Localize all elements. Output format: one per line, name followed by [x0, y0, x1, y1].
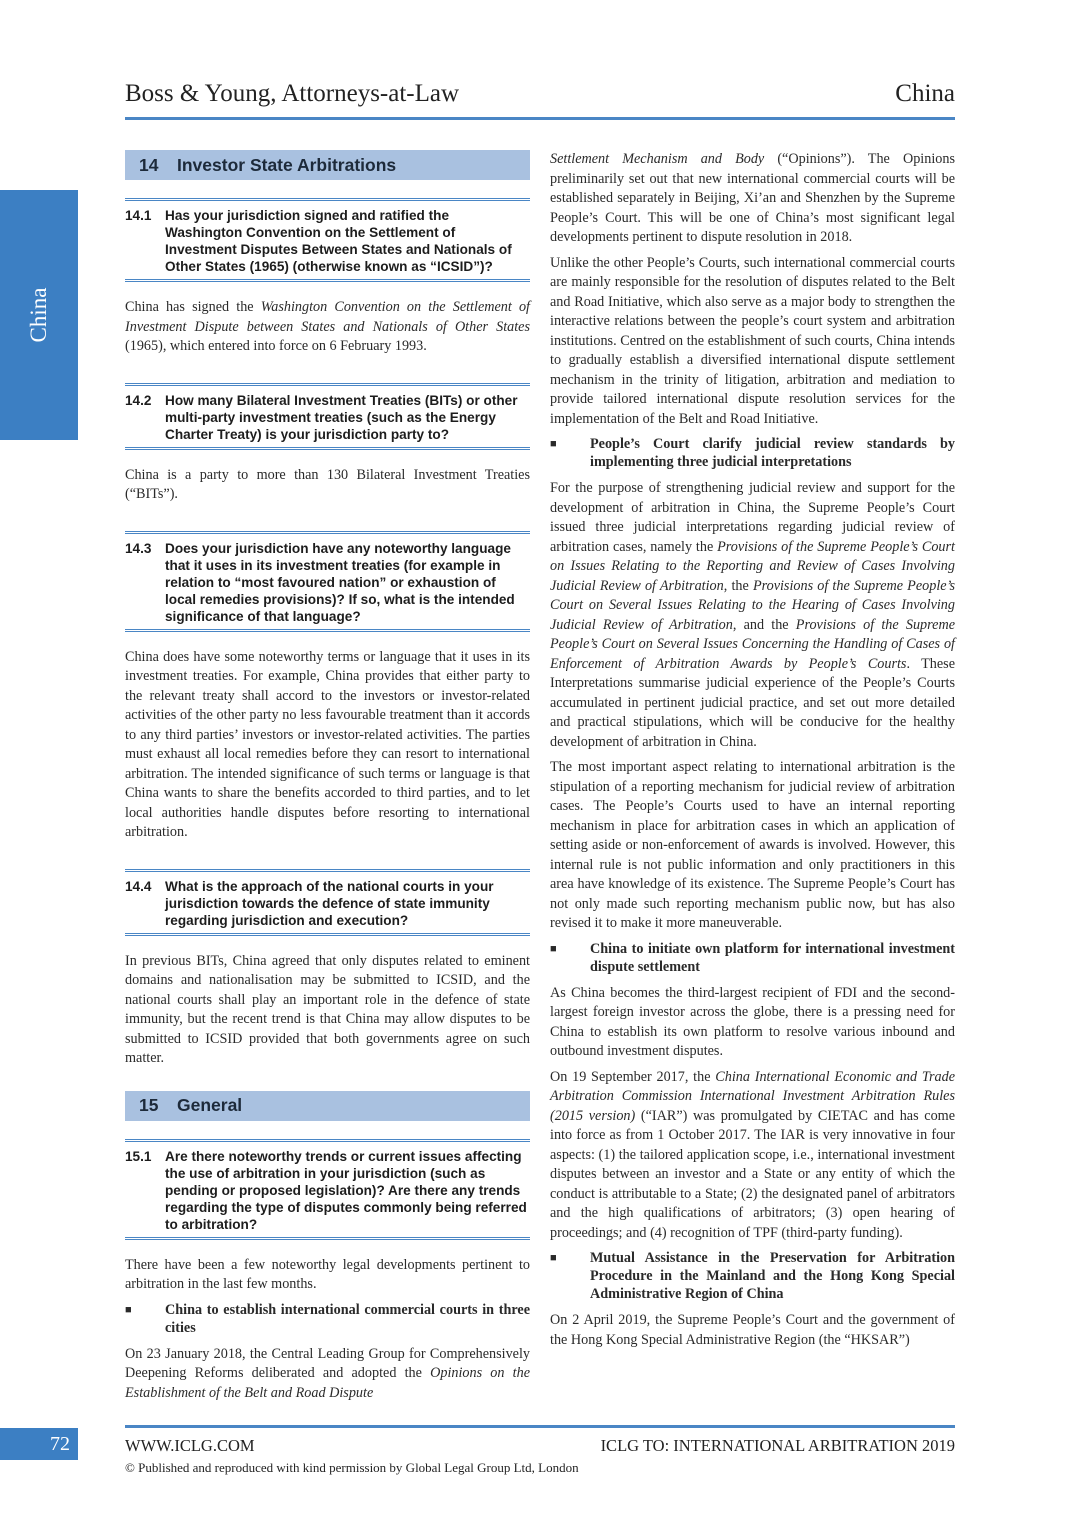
question-number: 15.1 — [125, 1148, 152, 1164]
answer-15-1-continued — [125, 1345, 530, 1404]
paragraph-italic: Provisions of the Supreme People’s Court on Issues Relating to the Reporting and Review of Cases Involving Judicial Review of Arbitration — [550, 538, 955, 594]
left-column — [125, 150, 530, 1409]
paragraph: The most important aspect relating to international arbitration is the stipulation of a reporting mechanism for judicial review of arbitration cases. The People’s Courts used to have an internal reporting mechanism in place for arbitration cases in which an application of setting aside or non-enforcement of awards is involved. However, this internal rule is not public information and only practitioners in this area have knowledge of its existence. The Supreme People’s Court has not only made such reporting mechanism public now, but has also revised it to make it more maneuverable. — [550, 759, 955, 931]
paragraph-text: , the — [723, 577, 753, 594]
bullet-heading — [550, 940, 955, 976]
paragraph: Unlike the other People’s Courts, such international commercial courts are mainly responsible for the resolution of disputes related to the Belt and Road Initiative, which also serve as a major body to strengthen the interactive relations between the people’s court system and arbitration institutions. Centred on the establishment of such courts, China intends to gradually establish a diversified international dispute settlement mechanism in the trinity of litigation, arbitration and mediation to provide tailored international dispute resolution services for the implementation of the Belt and Road Initiative. — [550, 254, 955, 427]
paragraph-italic: Provisions of the Supreme People’s Court on Several Issues Concerning the Handling of Cases of Enforcement of Arbitration Awards by People’s Courts — [550, 616, 955, 672]
paragraph-italic: China International Economic and Trade Arbitration Commission International Investment Arbitration Rules (2015 version) — [550, 1068, 955, 1124]
side-tab — [0, 190, 78, 440]
question-text: Has your jurisdiction signed and ratified the Washington Convention on the Settlement of Investment Disputes Between States and Nationals of Other States (1965) (otherwise known as “ICSID”)? — [165, 208, 512, 274]
section-heading-14 — [125, 150, 530, 180]
question-14-2 — [125, 383, 530, 450]
question-14-3 — [125, 531, 530, 632]
question-text: How many Bilateral Investment Treaties (BITs) or other multi-party investment treaties (such as the Energy Charter Treaty) is your jurisdiction party to? — [165, 392, 518, 442]
footer-copyright: © Published and reproduced with kind permission by Global Legal Group Ltd, London — [125, 1460, 579, 1475]
answer-italic: Washington Convention on the Settlement of Investment Dispute between States and Nationals of Other States — [125, 299, 530, 335]
paragraph-text: For the purpose of strengthening judicial review and support for the development of arbitration in China, the Supreme People’s Court issued three judicial interpretations regarding judicial review of arbitration cases, namely the — [550, 480, 955, 555]
bullet-text: Mutual Assistance in the Preservation for Arbitration Procedure in the Mainland and the Hong Kong Special Administrative Region of China — [590, 1250, 955, 1302]
bullet-text: People’s Court clarify judicial review standards by implementing three judicial interpretations — [590, 436, 955, 470]
square-bullet-icon: ■ — [550, 1252, 557, 1264]
footer-publication: ICLG TO: INTERNATIONAL ARBITRATION 2019 — [600, 1436, 955, 1455]
question-number: 14.3 — [125, 540, 152, 556]
paragraph — [550, 1068, 955, 1244]
section-title: General — [177, 1095, 243, 1115]
answer-15-1: There have been a few noteworthy legal developments pertinent to arbitration in the last few months. — [125, 1256, 530, 1292]
question-14-4 — [125, 869, 530, 936]
bullet-text: China to initiate own platform for international investment dispute settlement — [590, 940, 955, 975]
bullet-heading — [550, 1249, 955, 1303]
paragraph-text: (“Opinions”). The Opinions preliminarily set out that new international commercial courts will be established separately in Beijing, Xi’an and Shenzhen by the Supreme People’s Court. This will be one of China’s most significant legal developments pertinent to dispute resolution in 2018. — [550, 151, 955, 245]
answer-text: China has signed the — [125, 299, 261, 315]
question-14-1 — [125, 198, 530, 282]
answer-italic: Opinions on the Establishment of the Belt and Road Dispute — [125, 1365, 531, 1401]
header-rule — [125, 117, 955, 120]
answer-14-4: In previous BITs, China agreed that only disputes related to eminent domains and nationalisation may be submitted to ICSID, and the national courts shall play an important role in the defence of state immunity, but the recent trend is that China may allow disputes to be submitted to ICSID provided that both governments agree on such matter. — [125, 952, 530, 1066]
bullet-heading — [550, 435, 955, 471]
section-heading-15 — [125, 1091, 530, 1121]
paragraph-text: , and the — [732, 616, 796, 633]
footer-rule — [125, 1425, 955, 1428]
paragraph-text: On 19 September 2017, the — [550, 1068, 716, 1085]
page-number: 72 — [0, 1428, 78, 1460]
square-bullet-icon: ■ — [550, 942, 557, 955]
paragraph-italic: Settlement Mechanism and Body — [550, 151, 765, 167]
paragraph: On 2 April 2019, the Supreme People’s Court and the government of the Hong Kong Special Administrative Region (the “HKSAR”) — [550, 1312, 955, 1348]
answer-text: On 23 January 2018, the Central Leading Group for Comprehensively Deepening Reforms deliberated and adopted the — [125, 1345, 530, 1381]
bullet-heading — [125, 1301, 530, 1337]
paragraph — [550, 479, 955, 752]
square-bullet-icon: ■ — [125, 1303, 132, 1316]
question-number: 14.2 — [125, 392, 152, 408]
question-number: 14.1 — [125, 208, 152, 223]
section-number: 15 — [139, 1095, 159, 1115]
right-column — [550, 150, 955, 1356]
paragraph-text: . These Interpretations summarise judicial experience of the People’s Courts accumulated in pertinent judicial practice, and set out more detailed and practical stipulations, which will be conducive for the healthy development of arbitration in China. — [550, 655, 955, 750]
question-text: Does your jurisdiction have any noteworthy language that it uses in its investment treaties (for example in relation to “most favoured nation” or exhaustion of local remedies provisions)? If so, what is the intended significance of that language? — [165, 540, 515, 624]
side-tab-label: China — [26, 287, 51, 343]
question-text: What is the approach of the national courts in your jurisdiction towards the defence of state immunity regarding jurisdiction and execution? — [165, 878, 494, 928]
answer-14-1 — [125, 298, 530, 357]
section-number: 14 — [139, 154, 159, 175]
paragraph: As China becomes the third-largest recipient of FDI and the second-largest foreign investor across the globe, there is a pressing need for China to establish its own platform to resolve various inbound and outbound investment disputes. — [550, 984, 955, 1059]
footer-website: WWW.ICLG.COM — [125, 1436, 255, 1455]
question-number: 14.4 — [125, 878, 152, 894]
paragraph — [550, 150, 955, 248]
square-bullet-icon: ■ — [550, 438, 557, 450]
question-15-1 — [125, 1139, 530, 1240]
bullet-text: China to establish international commercial courts in three cities — [165, 1301, 530, 1336]
question-text: Are there noteworthy trends or current issues affecting the use of arbitration in your jurisdiction (such as pending or proposed legislation)? Are there any trends regarding the type of disputes commonly being referred to arbitration? — [165, 1148, 527, 1232]
header-country: China — [895, 80, 955, 107]
answer-14-2: China is a party to more than 130 Bilateral Investment Treaties (“BITs”). — [125, 466, 530, 502]
answer-text: (1965), which entered into force on 6 February 1993. — [125, 338, 427, 354]
header-firm-name: Boss & Young, Attorneys-at-Law — [125, 80, 460, 107]
paragraph-text: (“IAR”) was promulgated by CIETAC and has come into force as from 1 October 2017. The IAR is very innovative in four aspects: (1) the tailored application scope, i.e., international investment disputes between an investor and a State or any entity of which the conduct is attributable to a State; (2) the designated panel of arbitrators and the high qualifications of arbitrators; (3) open hearing of proceedings; and (4) recognition of TPF (third-party funding). — [550, 1107, 955, 1241]
paragraph-italic: Provisions of the Supreme People’s Court on Several Issues Relating to the Hearing of Cases Involving Judicial Review of Arbitration — [550, 577, 955, 633]
answer-14-3: China does have some noteworthy terms or language that it uses in its investment treaties. For example, China provides that either party to the relevant treaty shall accord to the investors or investor-related activities of the other party no less favourable treatment than it accords to any third parties’ investors or investor-related activities. The parties must exhaust all local remedies before they can resort to international arbitration. The intended significance of such terms or language is that China wants to share the benefits accorded to third parties, and to let local authorities handle disputes before resorting to international arbitration. — [125, 648, 530, 840]
section-title: Investor State Arbitrations — [177, 154, 397, 175]
